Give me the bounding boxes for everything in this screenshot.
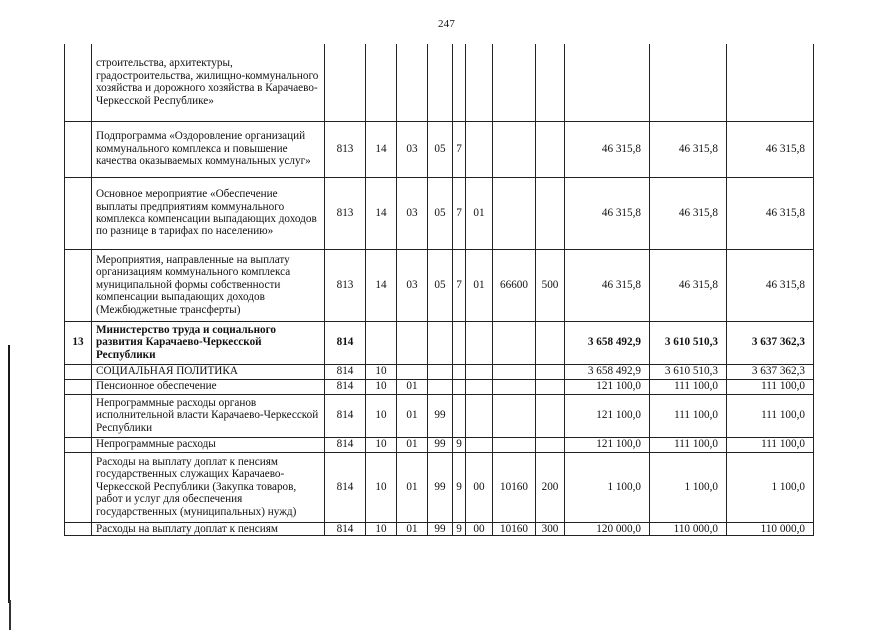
- code-cs4: [493, 437, 536, 452]
- amount-year-3: 111 100,0: [727, 379, 814, 394]
- code-cs4: [493, 121, 536, 177]
- amount-year-2: [650, 44, 727, 121]
- code-cs2: [453, 321, 466, 364]
- code-rz: 14: [366, 249, 397, 321]
- row-name: строительства, архитектуры, градостроительства, жилищно-коммунального хозяйства и дорожного хозяйства в Карачаево-Черкесской Республике»: [92, 44, 325, 121]
- row-number: 13: [65, 321, 92, 364]
- code-gr: 814: [325, 364, 366, 379]
- code-cs4: 10160: [493, 452, 536, 522]
- amount-year-3: 111 100,0: [727, 437, 814, 452]
- row-number: [65, 379, 92, 394]
- amount-year-3: 1 100,0: [727, 452, 814, 522]
- code-cs3: [466, 394, 493, 437]
- code-vr: 200: [536, 452, 565, 522]
- code-gr: 813: [325, 177, 366, 249]
- table-row: [65, 44, 814, 121]
- code-vr: [536, 177, 565, 249]
- row-number: [65, 522, 92, 535]
- code-cs3: 01: [466, 249, 493, 321]
- code-cs1: 05: [428, 121, 453, 177]
- code-gr: 814: [325, 394, 366, 437]
- code-rz: 14: [366, 177, 397, 249]
- code-cs4: [493, 364, 536, 379]
- code-cs1: [428, 44, 453, 121]
- code-cs4: 66600: [493, 249, 536, 321]
- code-cs4: [493, 177, 536, 249]
- code-vr: 300: [536, 522, 565, 535]
- code-cs2: [453, 44, 466, 121]
- amount-year-1: 121 100,0: [565, 379, 650, 394]
- code-cs3: [466, 44, 493, 121]
- code-rz: 10: [366, 379, 397, 394]
- code-cs1: 99: [428, 437, 453, 452]
- row-name: Основное мероприятие «Обеспечение выплаты предприятиям коммунального комплекса компенсации выпадающих доходов по разнице в тарифах по населению»: [92, 177, 325, 249]
- table-row: [65, 452, 814, 522]
- code-rz: [366, 321, 397, 364]
- amount-year-3: 46 315,8: [727, 177, 814, 249]
- code-pr: 01: [397, 437, 428, 452]
- code-cs2: 9: [453, 522, 466, 535]
- code-cs2: 7: [453, 249, 466, 321]
- code-rz: [366, 44, 397, 121]
- table-row: [65, 121, 814, 177]
- row-number: [65, 437, 92, 452]
- code-pr: [397, 321, 428, 364]
- row-number: [65, 121, 92, 177]
- code-cs2: 9: [453, 437, 466, 452]
- code-vr: [536, 364, 565, 379]
- code-gr: 814: [325, 452, 366, 522]
- code-gr: 814: [325, 437, 366, 452]
- amount-year-2: 3 610 510,3: [650, 364, 727, 379]
- code-rz: 10: [366, 522, 397, 535]
- amount-year-2: 111 100,0: [650, 379, 727, 394]
- code-pr: 03: [397, 177, 428, 249]
- code-cs2: [453, 364, 466, 379]
- amount-year-1: 121 100,0: [565, 437, 650, 452]
- code-cs1: 99: [428, 452, 453, 522]
- code-rz: 10: [366, 437, 397, 452]
- code-rz: 14: [366, 121, 397, 177]
- code-gr: 814: [325, 321, 366, 364]
- amount-year-1: 120 000,0: [565, 522, 650, 535]
- amount-year-3: 3 637 362,3: [727, 321, 814, 364]
- table-row: [65, 321, 814, 364]
- budget-table: [64, 44, 814, 536]
- code-vr: [536, 437, 565, 452]
- code-gr: [325, 44, 366, 121]
- code-pr: 03: [397, 249, 428, 321]
- code-pr: 03: [397, 121, 428, 177]
- amount-year-3: 46 315,8: [727, 249, 814, 321]
- code-vr: 500: [536, 249, 565, 321]
- row-number: [65, 364, 92, 379]
- code-cs3: [466, 437, 493, 452]
- amount-year-3: 46 315,8: [727, 121, 814, 177]
- amount-year-3: [727, 44, 814, 121]
- amount-year-3: 111 100,0: [727, 394, 814, 437]
- code-cs3: [466, 321, 493, 364]
- code-cs3: 00: [466, 452, 493, 522]
- table-row: [65, 437, 814, 452]
- code-cs4: [493, 379, 536, 394]
- amount-year-2: 110 000,0: [650, 522, 727, 535]
- code-gr: 814: [325, 522, 366, 535]
- code-cs3: [466, 364, 493, 379]
- row-name: Мероприятия, направленные на выплату организациям коммунального комплекса муниципальной формы собственности компенсации выпадающих доходов (Межбюджетные трансферты): [92, 249, 325, 321]
- code-cs1: [428, 364, 453, 379]
- row-name: Подпрограмма «Оздоровление организаций коммунального комплекса и повышение качества оказываемых коммунальных услуг»: [92, 121, 325, 177]
- code-pr: 01: [397, 452, 428, 522]
- table-row: [65, 364, 814, 379]
- page-number: 247: [437, 18, 456, 30]
- code-pr: 01: [397, 522, 428, 535]
- code-rz: 10: [366, 394, 397, 437]
- code-cs2: [453, 394, 466, 437]
- amount-year-1: 46 315,8: [565, 121, 650, 177]
- row-name: Пенсионное обеспечение: [92, 379, 325, 394]
- code-cs1: [428, 321, 453, 364]
- row-number: [65, 177, 92, 249]
- amount-year-1: 1 100,0: [565, 452, 650, 522]
- code-cs2: [453, 379, 466, 394]
- row-name: Расходы на выплату доплат к пенсиям: [92, 522, 325, 535]
- row-number: [65, 44, 92, 121]
- code-vr: [536, 321, 565, 364]
- row-name: Непрограммные расходы органов исполнительной власти Карачаево-Черкесской Республики: [92, 394, 325, 437]
- amount-year-1: 3 658 492,9: [565, 364, 650, 379]
- code-cs4: [493, 394, 536, 437]
- table-row: [65, 394, 814, 437]
- amount-year-2: 1 100,0: [650, 452, 727, 522]
- row-number: [65, 452, 92, 522]
- code-cs2: 7: [453, 177, 466, 249]
- code-pr: 01: [397, 379, 428, 394]
- code-cs3: 00: [466, 522, 493, 535]
- code-cs1: 99: [428, 394, 453, 437]
- row-number: [65, 394, 92, 437]
- code-vr: [536, 379, 565, 394]
- row-name: Расходы на выплату доплат к пенсиям государственных служащих Карачаево-Черкесской Республики (Закупка товаров, работ и услуг для обеспечения государственных (муниципальных) нужд): [92, 452, 325, 522]
- amount-year-1: 46 315,8: [565, 249, 650, 321]
- code-cs1: 99: [428, 522, 453, 535]
- amount-year-1: 121 100,0: [565, 394, 650, 437]
- amount-year-1: 46 315,8: [565, 177, 650, 249]
- row-number: [65, 249, 92, 321]
- amount-year-2: 111 100,0: [650, 394, 727, 437]
- amount-year-1: 3 658 492,9: [565, 321, 650, 364]
- code-rz: 10: [366, 364, 397, 379]
- code-cs3: [466, 121, 493, 177]
- code-pr: [397, 364, 428, 379]
- code-pr: [397, 44, 428, 121]
- amount-year-2: 46 315,8: [650, 177, 727, 249]
- amount-year-2: 3 610 510,3: [650, 321, 727, 364]
- code-cs4: [493, 321, 536, 364]
- code-cs3: [466, 379, 493, 394]
- row-name: СОЦИАЛЬНАЯ ПОЛИТИКА: [92, 364, 325, 379]
- code-cs3: 01: [466, 177, 493, 249]
- code-gr: 814: [325, 379, 366, 394]
- code-gr: 813: [325, 121, 366, 177]
- amount-year-1: [565, 44, 650, 121]
- amount-year-2: 46 315,8: [650, 121, 727, 177]
- code-cs1: 05: [428, 177, 453, 249]
- amount-year-3: 3 637 362,3: [727, 364, 814, 379]
- scan-edge-mark: [8, 345, 10, 603]
- code-cs1: 05: [428, 249, 453, 321]
- code-cs4: [493, 44, 536, 121]
- table-row: [65, 177, 814, 249]
- code-gr: 813: [325, 249, 366, 321]
- code-cs1: [428, 379, 453, 394]
- row-name: Министерство труда и социального развития Карачаево-Черкесской Республики: [92, 321, 325, 364]
- code-pr: 01: [397, 394, 428, 437]
- code-cs2: 9: [453, 452, 466, 522]
- code-vr: [536, 121, 565, 177]
- code-vr: [536, 394, 565, 437]
- scan-edge-mark: [9, 600, 11, 630]
- code-vr: [536, 44, 565, 121]
- table-row: [65, 249, 814, 321]
- amount-year-2: 46 315,8: [650, 249, 727, 321]
- amount-year-2: 111 100,0: [650, 437, 727, 452]
- amount-year-3: 110 000,0: [727, 522, 814, 535]
- row-name: Непрограммные расходы: [92, 437, 325, 452]
- table-row: [65, 379, 814, 394]
- code-rz: 10: [366, 452, 397, 522]
- code-cs2: 7: [453, 121, 466, 177]
- code-cs4: 10160: [493, 522, 536, 535]
- table-row: [65, 522, 814, 535]
